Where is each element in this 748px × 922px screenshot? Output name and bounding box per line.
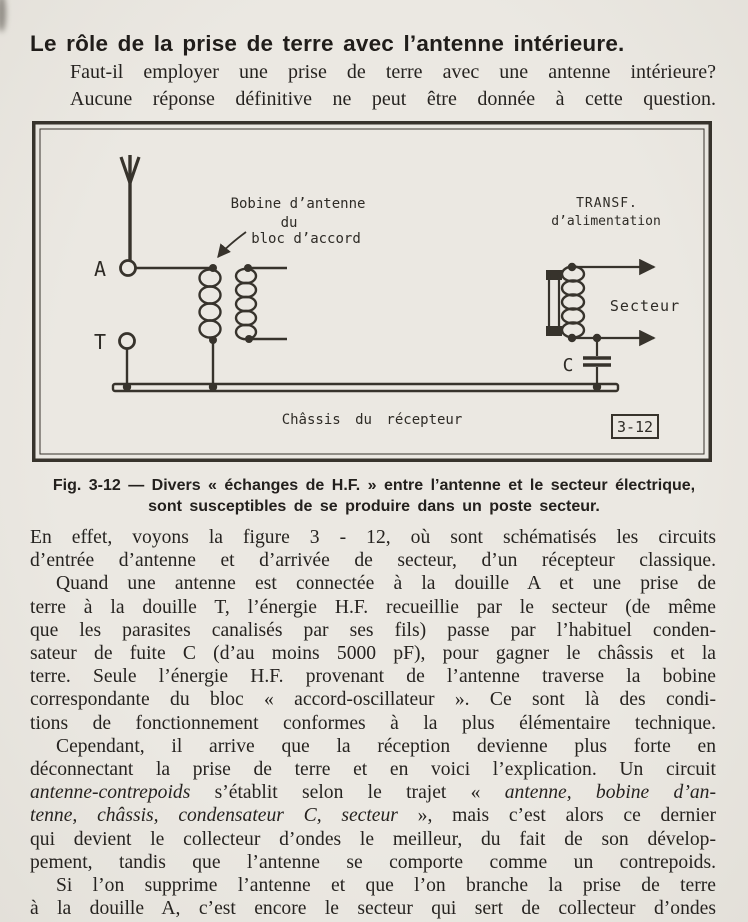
mains-label: Secteur — [609, 297, 681, 315]
antenna-icon — [121, 155, 139, 260]
coil-label — [218, 196, 365, 257]
figure-border-inner — [40, 129, 704, 454]
circuit-diagram — [32, 121, 712, 462]
power-transformer — [546, 196, 661, 342]
text-line: pement, tandis que l’antenne se comporte comme un contrepoids. — [30, 851, 716, 873]
figure-number: 3-12 — [616, 418, 654, 436]
text-line: Faut-il employer une prise de terre avec une antenne intérieure? — [70, 61, 716, 83]
intro-paragraph — [70, 59, 716, 112]
text-line: d’entrée d’antenne et d’arrivée de secteur, d’un récepteur classique. — [30, 550, 716, 572]
paragraph — [30, 572, 716, 734]
antenna-coil-secondary — [236, 269, 256, 339]
scan-smudge — [0, 0, 6, 32]
svg-text:bloc d’accord: bloc d’accord — [251, 231, 361, 247]
capacitor-label: C — [562, 355, 574, 376]
figure-3-12 — [32, 121, 712, 462]
caption-line: Fig. 3-12 — Divers « échanges de H.F. » entre l’antenne et le secteur électrique, — [52, 477, 696, 494]
terminal-a — [94, 257, 136, 281]
paragraph — [30, 735, 716, 874]
paragraph — [30, 874, 716, 920]
svg-text:Bobine d’antenne: Bobine d’antenne — [230, 196, 366, 212]
text-line: à la douille A, c’est encore le secteur qui sert de collecteur d’ondes — [30, 898, 716, 920]
text-line: Aucune réponse définitive ne peut être donnée à cette question. — [70, 87, 716, 110]
text-line: correspondante du bloc « accord-oscillateur ». Ce sont là des condi- — [30, 689, 716, 711]
text-line: Si l’on supprime l’antenne et que l’on branche la prise de terre — [56, 875, 716, 897]
figure-number-box — [612, 415, 658, 438]
transformer-label: TRANSF. — [576, 196, 638, 211]
text-line: déconnectant la prise de terre et en voici l’explication. Un circuit — [30, 759, 716, 781]
text-line: antenne-contrepoids s’établit selon le trajet « antenne, bobine d’an- — [30, 782, 716, 804]
body-text — [30, 526, 716, 920]
text-line: Cependant, il arrive que la réception devienne plus forte en — [56, 735, 716, 757]
capacitor-c — [563, 338, 611, 385]
figure-border-outer — [34, 123, 711, 461]
text-line: que les parasites canalisés par ses fils) passe par l’habituel conden- — [30, 619, 716, 641]
label-pointer-arrow — [218, 232, 246, 257]
paragraph — [30, 526, 716, 572]
text-line: terre. Seule l’énergie H.F. provenant de l’antenne traverse la bobine — [30, 666, 716, 688]
terminal-a-label: A — [93, 257, 107, 281]
chassis-label: Châssis du récepteur — [281, 412, 463, 428]
page-title: Le rôle de la prise de terre avec l’antenne intérieure. — [30, 31, 625, 57]
figure-caption — [20, 475, 728, 517]
terminal-t — [94, 330, 135, 354]
caption-line: sont susceptibles de se produire dans un poste secteur. — [148, 498, 600, 515]
svg-text:d’alimentation: d’alimentation — [551, 214, 661, 229]
text-line: tions de fonctionnement conformes à la plus élémentaire technique. — [30, 712, 716, 734]
terminal-t-label: T — [93, 330, 107, 354]
svg-text:du: du — [280, 215, 298, 231]
text-line: sateur de fuite C (d’au moins 5000 pF), pour gagner le châssis et la — [30, 643, 716, 665]
text-line: tenne, châssis, condensateur C, secteur », mais c’est alors ce dernier — [30, 805, 717, 827]
text-line: qui devient le collecteur d’ondes le meilleur, du fait de son dévelop- — [30, 828, 716, 850]
chassis-bar — [113, 383, 618, 391]
text-line: terre à la douille T, l’énergie H.F. recueillie par le secteur (de même — [30, 596, 716, 618]
text-line: En effet, voyons la figure 3 - 12, où sont schématisés les circuits — [30, 527, 716, 548]
antenna-coil-primary — [200, 270, 221, 338]
text-line: Quand une antenne est connectée à la douille A et une prise de — [56, 573, 716, 595]
